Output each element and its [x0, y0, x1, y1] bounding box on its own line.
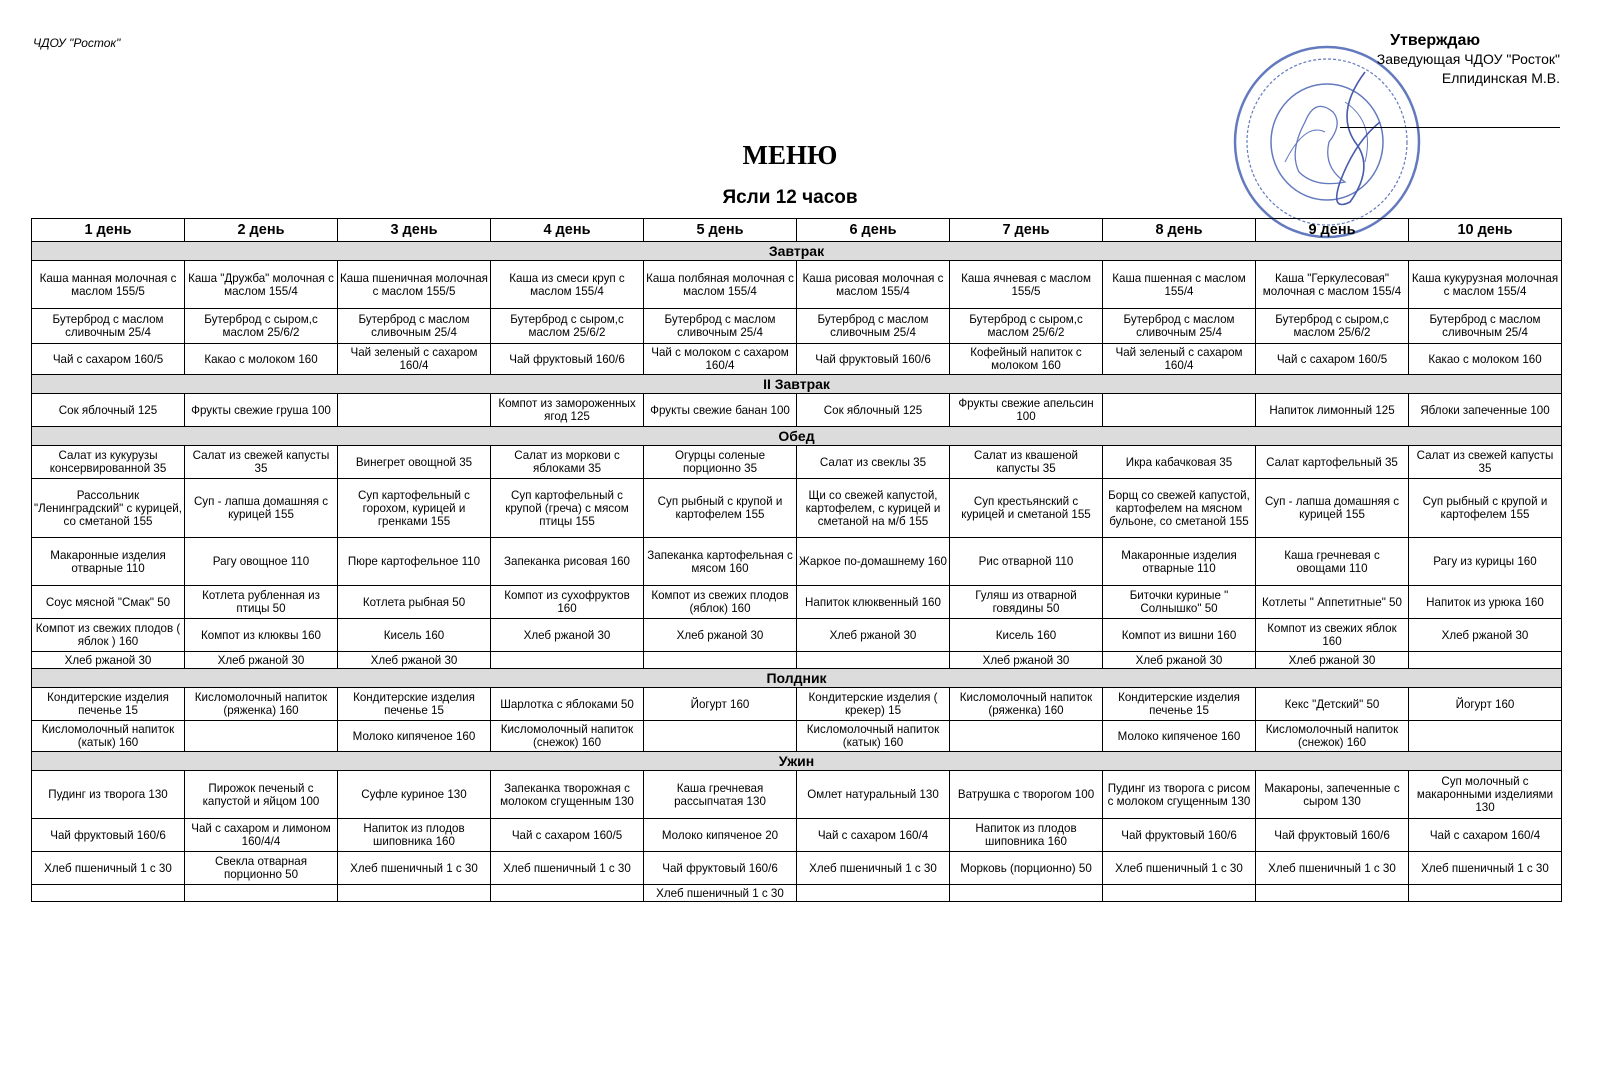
menu-table [31, 218, 1562, 902]
dish-cell: Напиток лимонный 125 [1256, 394, 1409, 427]
dish-cell: Салат из свеклы 35 [797, 446, 950, 479]
dish-cell [797, 652, 950, 669]
dish-cell: Чай с сахаром 160/4 [1409, 819, 1562, 852]
table-row [32, 619, 1562, 652]
dish-cell: Салат из кукурузы консервированной 35 [32, 446, 185, 479]
dish-cell: Чай фруктовый 160/6 [797, 344, 950, 375]
dish-cell: Кисломолочный напиток (катык) 160 [797, 721, 950, 752]
dish-cell: Рагу овощное 110 [185, 538, 338, 586]
dish-cell: Суп крестьянский с курицей и сметаной 155 [950, 479, 1103, 538]
dish-cell: Компот из клюквы 160 [185, 619, 338, 652]
dish-cell: Каша гречневая рассыпчатая 130 [644, 771, 797, 819]
table-row [32, 771, 1562, 819]
dish-cell: Напиток из урюка 160 [1409, 586, 1562, 619]
dish-cell: Кисель 160 [950, 619, 1103, 652]
dish-cell: Каша из смеси круп с маслом 155/4 [491, 261, 644, 309]
dish-cell: Хлеб пшеничный 1 с 30 [491, 852, 644, 885]
dish-cell: Хлеб ржаной 30 [797, 619, 950, 652]
dish-cell: Салат из свежей капусты 35 [185, 446, 338, 479]
dish-cell: Каша полбяная молочная с маслом 155/4 [644, 261, 797, 309]
dish-cell [491, 652, 644, 669]
dish-cell: Икра кабачковая 35 [1103, 446, 1256, 479]
dish-cell: Бутерброд с маслом сливочным 25/4 [1103, 309, 1256, 344]
table-row [32, 479, 1562, 538]
dish-cell [1256, 885, 1409, 902]
meal-section-row [32, 427, 1562, 446]
dish-cell: Рагу из курицы 160 [1409, 538, 1562, 586]
dish-cell: Йогурт 160 [1409, 688, 1562, 721]
dish-cell: Напиток клюквенный 160 [797, 586, 950, 619]
dish-cell: Хлеб ржаной 30 [185, 652, 338, 669]
dish-cell [491, 885, 644, 902]
dish-cell: Чай фруктовый 160/6 [491, 344, 644, 375]
dish-cell: Фрукты свежие апельсин 100 [950, 394, 1103, 427]
day-header: 10 день [1409, 219, 1562, 242]
page-title: МЕНЮ [742, 140, 838, 170]
dish-cell: Сок яблочный 125 [797, 394, 950, 427]
dish-cell: Компот из вишни 160 [1103, 619, 1256, 652]
day-header: 3 день [338, 219, 491, 242]
dish-cell: Яблоки запеченные 100 [1409, 394, 1562, 427]
dish-cell: Салат из квашеной капусты 35 [950, 446, 1103, 479]
dish-cell: Хлеб ржаной 30 [644, 619, 797, 652]
dish-cell: Шарлотка с яблоками 50 [491, 688, 644, 721]
dish-cell: Каша манная молочная с маслом 155/5 [32, 261, 185, 309]
dish-cell: Чай зеленый с сахаром 160/4 [1103, 344, 1256, 375]
table-row [32, 688, 1562, 721]
dish-cell: Чай с сахаром 160/5 [491, 819, 644, 852]
day-header: 1 день [32, 219, 185, 242]
dish-cell: Рассольник "Ленинградский" с курицей, со сметаной 155 [32, 479, 185, 538]
dish-cell: Хлеб пшеничный 1 с 30 [1409, 852, 1562, 885]
dish-cell: Молоко кипяченое 160 [338, 721, 491, 752]
dish-cell: Пюре картофельное 110 [338, 538, 491, 586]
dish-cell [950, 885, 1103, 902]
dish-cell [1103, 885, 1256, 902]
dish-cell [797, 885, 950, 902]
dish-cell: Хлеб ржаной 30 [1103, 652, 1256, 669]
dish-cell: Ватрушка с творогом 100 [950, 771, 1103, 819]
day-header: 2 день [185, 219, 338, 242]
dish-cell: Чай с сахаром 160/5 [1256, 344, 1409, 375]
dish-cell: Соус мясной "Смак" 50 [32, 586, 185, 619]
dish-cell: Хлеб пшеничный 1 с 30 [1256, 852, 1409, 885]
dish-cell: Огурцы соленые порционно 35 [644, 446, 797, 479]
dish-cell: Напиток из плодов шиповника 160 [950, 819, 1103, 852]
dish-cell: Хлеб пшеничный 1 с 30 [797, 852, 950, 885]
approval-signer: Елпидинская М.В. [1441, 70, 1560, 86]
dish-cell: Запеканка картофельная с мясом 160 [644, 538, 797, 586]
dish-cell: Хлеб ржаной 30 [1409, 619, 1562, 652]
dish-cell: Молоко кипяченое 160 [1103, 721, 1256, 752]
day-header: 4 день [491, 219, 644, 242]
dish-cell: Бутерброд с маслом сливочным 25/4 [644, 309, 797, 344]
dish-cell: Чай с сахаром 160/5 [32, 344, 185, 375]
dish-cell [1409, 885, 1562, 902]
dish-cell [338, 394, 491, 427]
dish-cell: Напиток из плодов шиповника 160 [338, 819, 491, 852]
dish-cell: Компот из замороженных ягод 125 [491, 394, 644, 427]
dish-cell: Чай фруктовый 160/6 [644, 852, 797, 885]
table-row [32, 446, 1562, 479]
dish-cell: Хлеб пшеничный 1 с 30 [32, 852, 185, 885]
dish-cell: Суфле куриное 130 [338, 771, 491, 819]
dish-cell: Кофейный напиток с молоком 160 [950, 344, 1103, 375]
meal-section-row [32, 752, 1562, 771]
dish-cell: Пудинг из творога 130 [32, 771, 185, 819]
dish-cell: Хлеб ржаной 30 [1256, 652, 1409, 669]
meal-section-row [32, 669, 1562, 688]
dish-cell: Бутерброд с маслом сливочным 25/4 [32, 309, 185, 344]
dish-cell [1103, 394, 1256, 427]
dish-cell: Бутерброд с маслом сливочным 25/4 [1409, 309, 1562, 344]
day-header: 5 день [644, 219, 797, 242]
table-row [32, 721, 1562, 752]
dish-cell: Рис отварной 110 [950, 538, 1103, 586]
dish-cell: Каша ячневая с маслом 155/5 [950, 261, 1103, 309]
dish-cell: Бутерброд с сыром,с маслом 25/6/2 [1256, 309, 1409, 344]
dish-cell: Фрукты свежие банан 100 [644, 394, 797, 427]
table-row [32, 885, 1562, 902]
dish-cell [1409, 721, 1562, 752]
dish-cell: Кисель 160 [338, 619, 491, 652]
dish-cell: Хлеб пшеничный 1 с 30 [338, 852, 491, 885]
dish-cell: Котлета рыбная 50 [338, 586, 491, 619]
dish-cell: Салат из свежей капусты 35 [1409, 446, 1562, 479]
dish-cell: Макаронные изделия отварные 110 [32, 538, 185, 586]
dish-cell: Йогурт 160 [644, 688, 797, 721]
dish-cell: Чай зеленый с сахаром 160/4 [338, 344, 491, 375]
dish-cell: Запеканка творожная с молоком сгущенным 130 [491, 771, 644, 819]
meal-section-title: Полдник [32, 669, 1562, 688]
organization-name: ЧДОУ "Росток" [33, 36, 121, 50]
dish-cell: Сок яблочный 125 [32, 394, 185, 427]
table-row [32, 819, 1562, 852]
approval-position: Заведующая ЧДОУ "Росток" [1376, 51, 1560, 67]
day-header: 6 день [797, 219, 950, 242]
dish-cell: Компот из свежих плодов (яблок) 160 [644, 586, 797, 619]
dish-cell: Каша "Дружба" молочная с маслом 155/4 [185, 261, 338, 309]
dish-cell: Кондитерские изделия печенье 15 [338, 688, 491, 721]
dish-cell: Котлеты " Аппетитные" 50 [1256, 586, 1409, 619]
dish-cell: Щи со свежей капустой, картофелем, с курицей и сметаной на м/б 155 [797, 479, 950, 538]
dish-cell [950, 721, 1103, 752]
signature-line [1340, 127, 1560, 128]
dish-cell: Кекс "Детский" 50 [1256, 688, 1409, 721]
dish-cell: Борщ со свежей капустой, картофелем на мясном бульоне, со сметаной 155 [1103, 479, 1256, 538]
dish-cell: Чай фруктовый 160/6 [32, 819, 185, 852]
meal-section-title: Завтрак [32, 242, 1562, 261]
dish-cell: Суп - лапша домашняя с курицей 155 [1256, 479, 1409, 538]
dish-cell: Чай с сахаром и лимоном 160/4/4 [185, 819, 338, 852]
table-row [32, 394, 1562, 427]
table-row [32, 652, 1562, 669]
dish-cell: Компот из сухофруктов 160 [491, 586, 644, 619]
dish-cell: Фрукты свежие груша 100 [185, 394, 338, 427]
dish-cell: Биточки куриные " Солнышко" 50 [1103, 586, 1256, 619]
dish-cell: Суп картофельный с крупой (греча) с мясом птицы 155 [491, 479, 644, 538]
dish-cell: Винегрет овощной 35 [338, 446, 491, 479]
page-subtitle: Ясли 12 часов [722, 187, 858, 208]
meal-section-row [32, 375, 1562, 394]
table-row [32, 344, 1562, 375]
dish-cell: Компот из свежих плодов ( яблок ) 160 [32, 619, 185, 652]
table-row [32, 586, 1562, 619]
dish-cell: Бутерброд с маслом сливочным 25/4 [797, 309, 950, 344]
dish-cell: Бутерброд с маслом сливочным 25/4 [338, 309, 491, 344]
dish-cell [185, 885, 338, 902]
dish-cell: Пудинг из творога с рисом с молоком сгущенным 130 [1103, 771, 1256, 819]
dish-cell: Кондитерские изделия печенье 15 [1103, 688, 1256, 721]
table-row [32, 852, 1562, 885]
dish-cell: Суп - лапша домашняя с курицей 155 [185, 479, 338, 538]
dish-cell: Кисломолочный напиток (снежок) 160 [491, 721, 644, 752]
approval-block [1310, 32, 1560, 88]
dish-cell: Хлеб ржаной 30 [32, 652, 185, 669]
dish-cell: Котлета рубленная из птицы 50 [185, 586, 338, 619]
day-header: 7 день [950, 219, 1103, 242]
dish-cell: Омлет натуральный 130 [797, 771, 950, 819]
dish-cell: Суп молочный с макаронными изделиями 130 [1409, 771, 1562, 819]
dish-cell: Макаронные изделия отварные 110 [1103, 538, 1256, 586]
dish-cell: Запеканка рисовая 160 [491, 538, 644, 586]
dish-cell: Суп картофельный с горохом, курицей и гренками 155 [338, 479, 491, 538]
dish-cell: Бутерброд с сыром,с маслом 25/6/2 [185, 309, 338, 344]
dish-cell: Кисломолочный напиток (ряженка) 160 [185, 688, 338, 721]
meal-section-row [32, 242, 1562, 261]
dish-cell: Хлеб пшеничный 1 с 30 [1103, 852, 1256, 885]
dish-cell: Кондитерские изделия ( крекер) 15 [797, 688, 950, 721]
dish-cell: Гуляш из отварной говядины 50 [950, 586, 1103, 619]
dish-cell: Чай с сахаром 160/4 [797, 819, 950, 852]
dish-cell: Каша гречневая с овощами 110 [1256, 538, 1409, 586]
dish-cell [644, 721, 797, 752]
dish-cell: Каша "Геркулесовая" молочная с маслом 155/4 [1256, 261, 1409, 309]
dish-cell: Бутерброд с сыром,с маслом 25/6/2 [491, 309, 644, 344]
dish-cell: Каша рисовая молочная с маслом 155/4 [797, 261, 950, 309]
table-row [32, 261, 1562, 309]
table-row [32, 309, 1562, 344]
dish-cell: Хлеб ржаной 30 [491, 619, 644, 652]
dish-cell: Салат картофельный 35 [1256, 446, 1409, 479]
dish-cell: Пирожок печеный с капустой и яйцом 100 [185, 771, 338, 819]
dish-cell: Суп рыбный с крупой и картофелем 155 [1409, 479, 1562, 538]
dish-cell: Кондитерские изделия печенье 15 [32, 688, 185, 721]
day-header: 9 день [1256, 219, 1409, 242]
day-header-row [32, 219, 1562, 242]
dish-cell: Суп рыбный с крупой и картофелем 155 [644, 479, 797, 538]
dish-cell [32, 885, 185, 902]
dish-cell: Хлеб ржаной 30 [950, 652, 1103, 669]
dish-cell [338, 885, 491, 902]
dish-cell: Салат из моркови с яблоками 35 [491, 446, 644, 479]
meal-section-title: Ужин [32, 752, 1562, 771]
dish-cell: Чай фруктовый 160/6 [1103, 819, 1256, 852]
dish-cell: Чай с молоком с сахаром 160/4 [644, 344, 797, 375]
dish-cell: Кисломолочный напиток (катык) 160 [32, 721, 185, 752]
dish-cell: Жаркое по-домашнему 160 [797, 538, 950, 586]
approval-title: Утверждаю [1390, 32, 1480, 49]
dish-cell: Чай фруктовый 160/6 [1256, 819, 1409, 852]
dish-cell: Каша пшеничная молочная с маслом 155/5 [338, 261, 491, 309]
dish-cell [644, 652, 797, 669]
dish-cell: Молоко кипяченое 20 [644, 819, 797, 852]
dish-cell: Хлеб ржаной 30 [338, 652, 491, 669]
dish-cell [1409, 652, 1562, 669]
dish-cell: Какао с молоком 160 [1409, 344, 1562, 375]
day-header: 8 день [1103, 219, 1256, 242]
dish-cell [185, 721, 338, 752]
meal-section-title: Обед [32, 427, 1562, 446]
dish-cell: Каша пшенная с маслом 155/4 [1103, 261, 1256, 309]
dish-cell: Морковь (порционно) 50 [950, 852, 1103, 885]
dish-cell: Свекла отварная порционно 50 [185, 852, 338, 885]
meal-section-title: II Завтрак [32, 375, 1562, 394]
dish-cell: Бутерброд с сыром,с маслом 25/6/2 [950, 309, 1103, 344]
dish-cell: Кисломолочный напиток (снежок) 160 [1256, 721, 1409, 752]
dish-cell: Какао с молоком 160 [185, 344, 338, 375]
dish-cell: Хлеб пшеничный 1 с 30 [644, 885, 797, 902]
dish-cell: Каша кукурузная молочная с маслом 155/4 [1409, 261, 1562, 309]
dish-cell: Кисломолочный напиток (ряженка) 160 [950, 688, 1103, 721]
dish-cell: Компот из свежих яблок 160 [1256, 619, 1409, 652]
dish-cell: Макароны, запеченные с сыром 130 [1256, 771, 1409, 819]
table-row [32, 538, 1562, 586]
